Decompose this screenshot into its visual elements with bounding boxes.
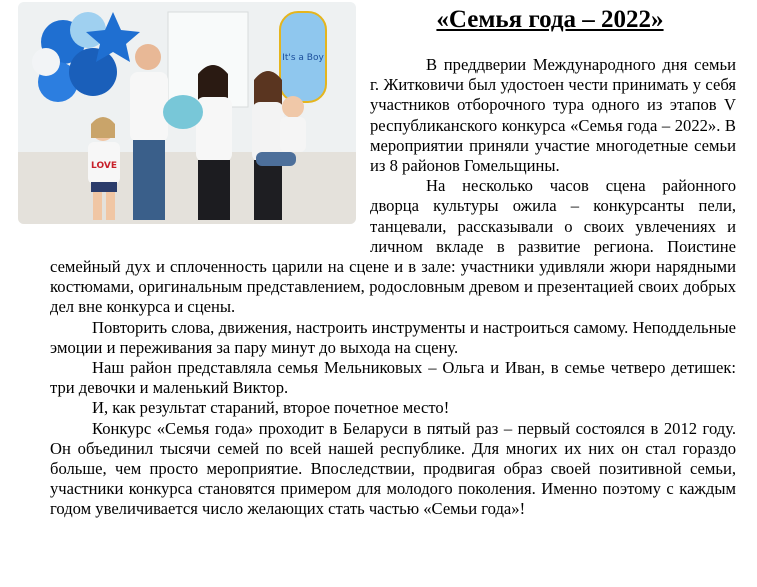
paragraph-5: И, как результат стараний, второе почетное место!	[92, 398, 450, 418]
article-body	[50, 55, 736, 520]
shirt-text: LOVE	[91, 161, 117, 171]
paragraph-1: В преддверии Международного дня семьи г. Житковичи был удостоен чести принимать у себя участников отборочного тура одного из этапов V республиканского конкурса «Семья года – 2022». В мероприятии приняли участие многодетные семьи из 8 районов Гомельщины.	[370, 55, 736, 176]
photo-spacer	[50, 55, 370, 237]
paragraph-6: Конкурс «Семья года» проходит в Беларуси в пятый раз – первый состоялся в 2012 году. Он объединил тысячи семей по всей нашей республике. Для многих их них он стал гораздо больше, чем просто мероприятие. Впоследствии, продвигая образ своей позитивной семьи, участники конкурса становятся примером для молодого поколения. Именно поэтому с каждым годом увеличивается число желающих стать частью «Семьи года»!	[50, 418, 736, 519]
balloon-text: It's a Boy	[282, 53, 324, 63]
paragraph-3: Повторить слова, движения, настроить инструменты и настроиться самому. Неподдельные эмоции и переживания за пару минут до выхода на сцену.	[50, 317, 736, 357]
paragraph-2: На несколько часов сцена районного дворца культуры ожила – конкурсанты пели, танцевали, рассказывали о своих увлечениях и личном вкладе в развитие региона. Поистине семейный дух и сплоченность царили на сцене и в зале: участники удивляли жюри нарядными костюмами, оригинальным представлением, родословным древом и презентацией своих добрых дел вне конкурса и сцены.	[50, 176, 736, 317]
article-title: «Семья года – 2022»	[436, 6, 664, 33]
paragraph-4: Наш район представляла семья Мельниковых – Ольга и Иван, в семье четверо детишек: три девочки и маленький Виктор.	[50, 358, 736, 398]
